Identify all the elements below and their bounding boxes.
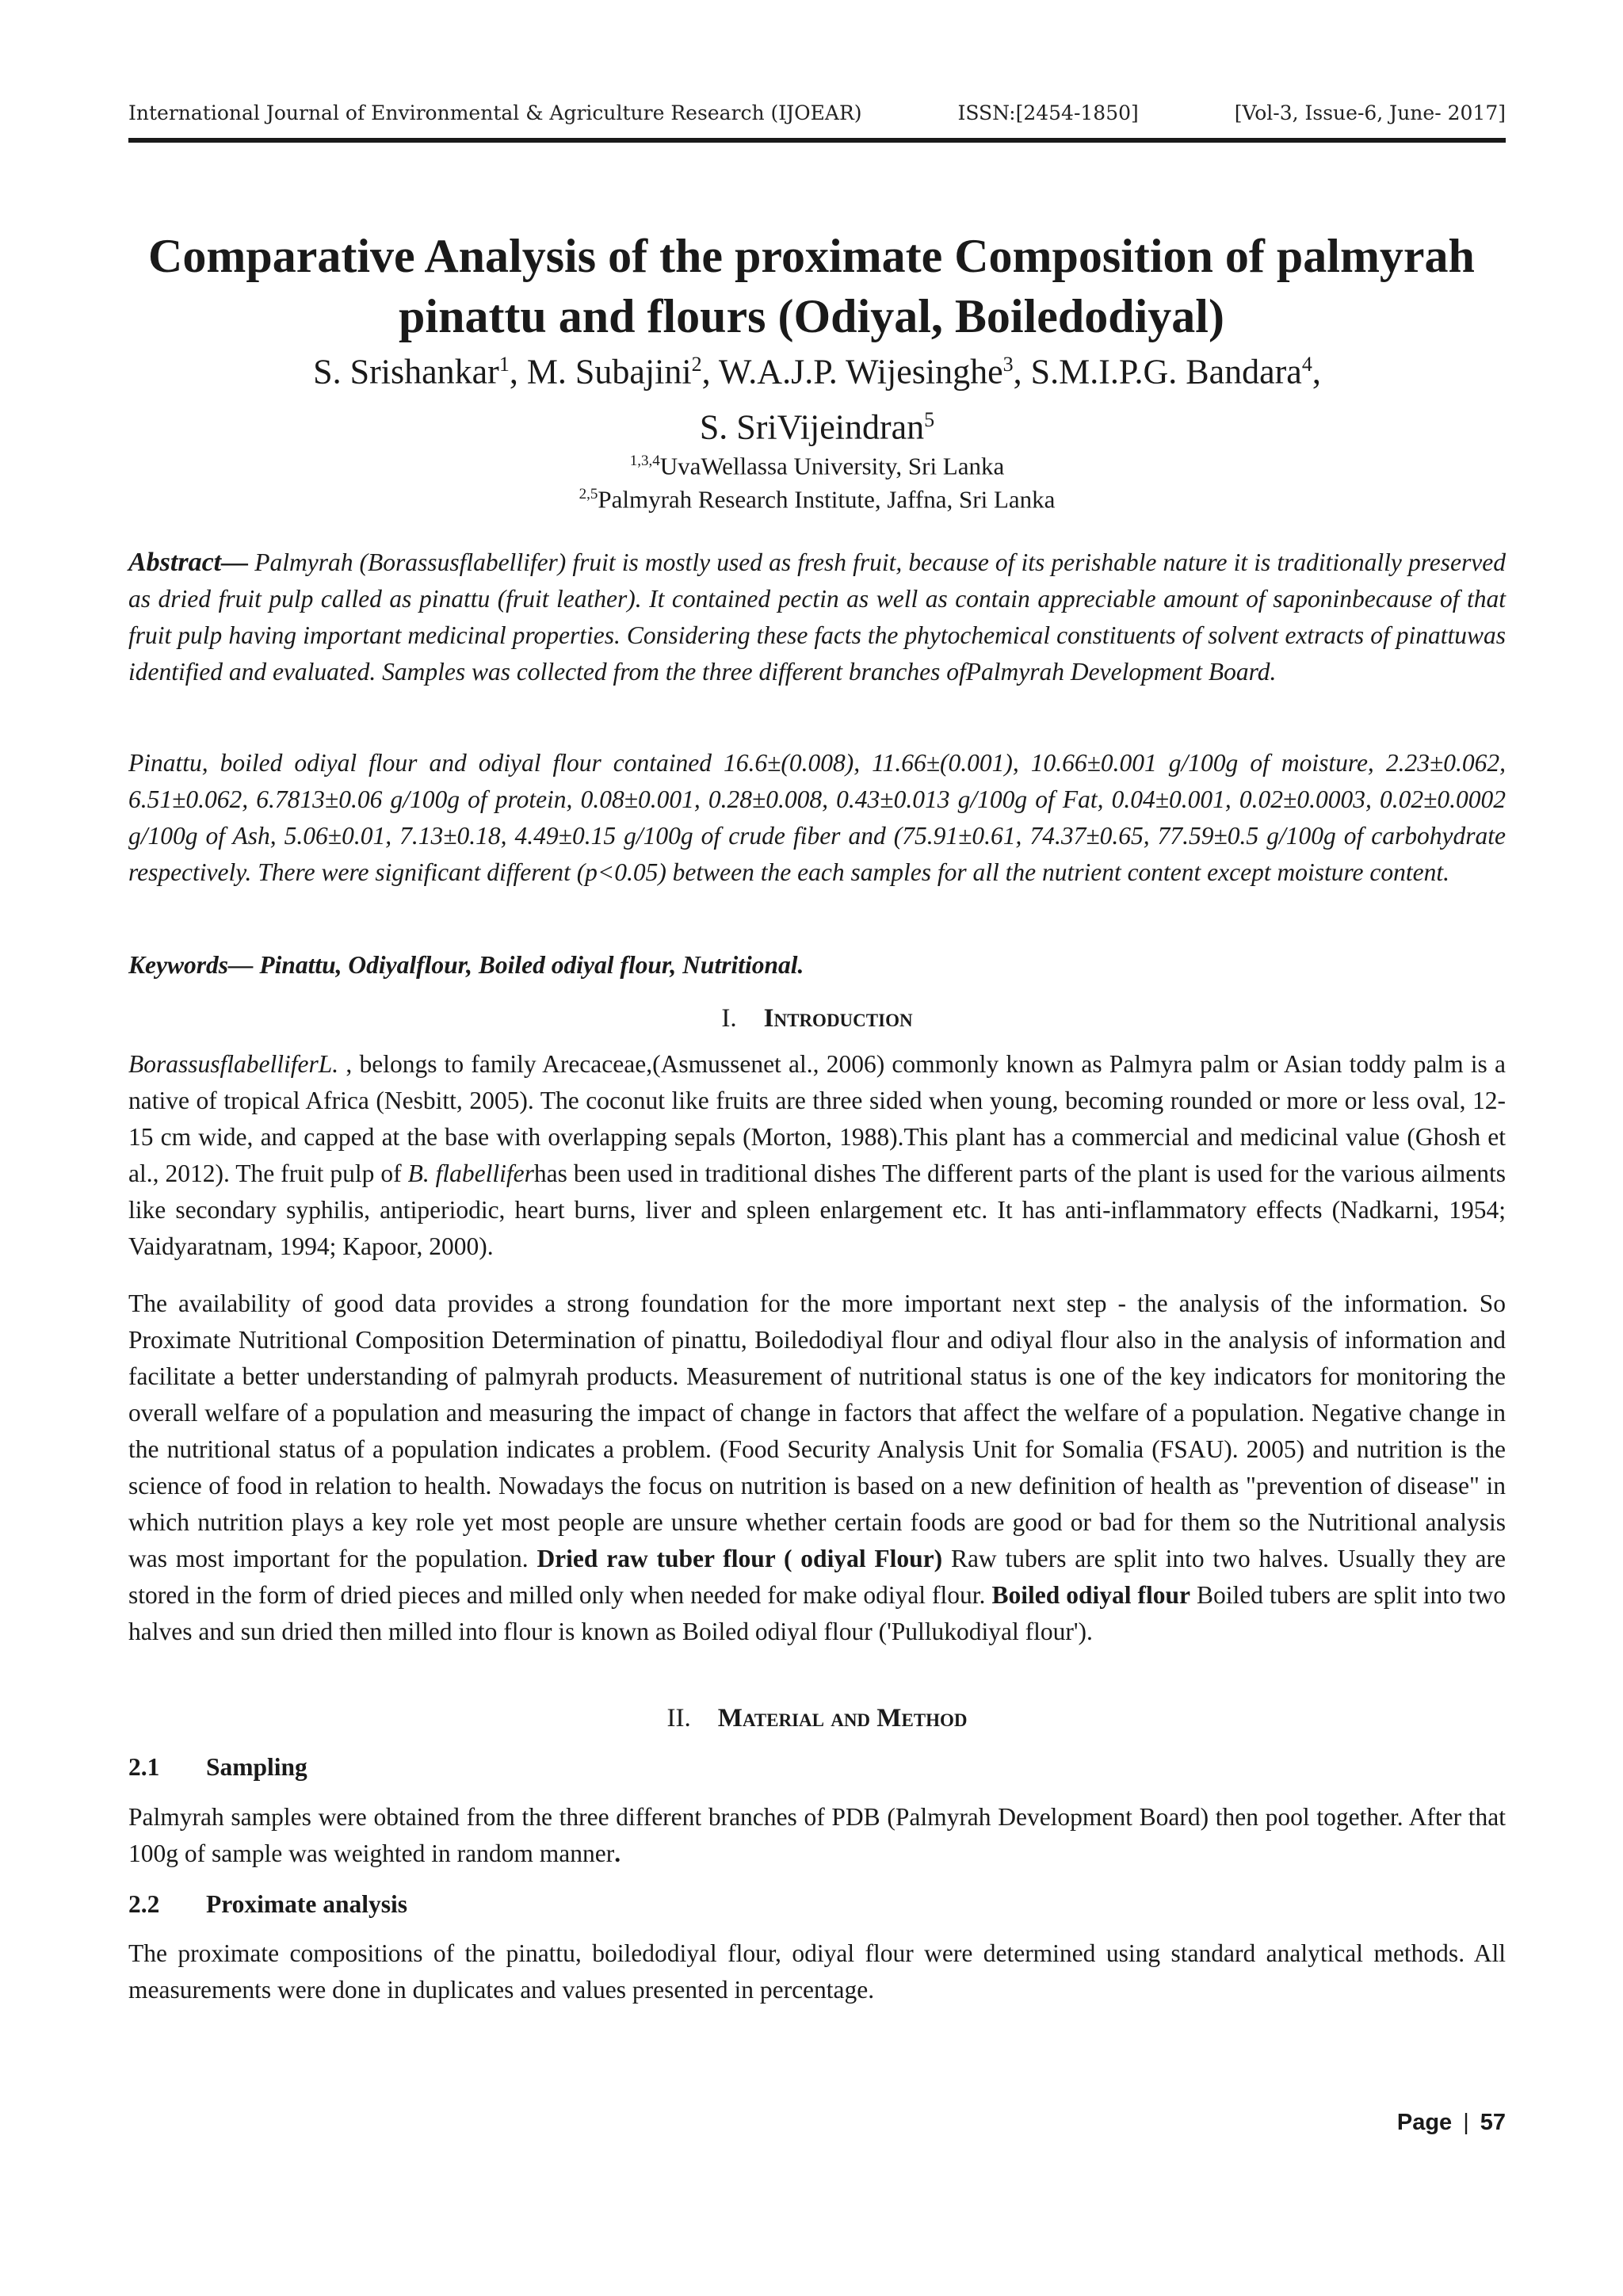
intro-text-1b: has been used in traditional dishes The different parts of the plant is used for the various ailments like secondary syphilis, antiperiodic, heart burns, liver and spleen enlargement etc. It has anti-inflammatory effects (Nadkarni, 1954; Vaidyaratnam, 1994; Kapoor, 2000). [128,1159,1506,1260]
author-2-affil: 2 [691,353,702,376]
author-4: , S.M.I.P.G. Bandara [1013,352,1302,392]
affiliation-1-text: UvaWellassa University, Sri Lanka [659,452,1005,480]
author-1: S. Srishankar [313,352,499,392]
paper-title [95,226,1528,346]
author-2: , M. Subajini [509,352,692,392]
page-number [1397,2110,1506,2136]
author-3: , W.A.J.P. Wijesinghe [701,352,1003,392]
section-heading-introduction [128,1001,1506,1036]
abstract-paragraph-1 [128,544,1506,690]
section-heading-material-method [128,1701,1506,1736]
author-1-affil: 1 [498,353,510,376]
section-2-number: II. [666,1704,691,1733]
intro-paragraph-2 [128,1286,1506,1650]
affiliation-2-marker: 2,5 [579,486,598,502]
proximate-paragraph: The proximate compositions of the pinattu, boiledodiyal flour, odiyal flour were determined using standard analytical methods. All measurements were done in duplicates and values presented in percentage. [128,1939,1506,2004]
volume-issue: [Vol-3, Issue-6, June- 2017] [1234,101,1506,124]
subsection-2-1-number: 2.1 [128,1753,160,1781]
sampling-paragraph [128,1799,1506,1872]
issn: ISSN:[2454-1850] [957,101,1139,124]
abstract-text-1: Palmyrah (Borassusflabellifer) fruit is mostly used as fresh fruit, because of its perishable nature it is traditionally preserved as dried fruit pulp called as pinattu (fruit leather). It contained pectin as well as contain appreciable amount of saponinbecause of that fruit pulp having important medicinal properties. Considering these facts the phytochemical constituents of solvent extracts of pinattuwas identified and evaluated. Samples was collected from the three different branches ofPalmyrah Development Board. [128,548,1506,686]
species-name: BorassusflabelliferL. [128,1050,339,1078]
affiliation-2-text: Palmyrah Research Institute, Jaffna, Sri Lanka [598,485,1056,514]
sampling-period: . [614,1839,621,1867]
subsection-heading-sampling [128,1750,307,1785]
abstract-paragraph-2: Pinattu, boiled odiyal flour and odiyal flour contained 16.6±(0.008), 11.66±(0.001), 10.66±0.001 g/100g of moisture, 2.23±0.062, 6.51±0.062, 6.7813±0.06 g/100g of protein, 0.08±0.001, 0.28±0.008, 0.43±0.013 g/100g of Fat, 0.04±0.001, 0.02±0.0003, 0.02±0.0002 g/100g of Ash, 5.06±0.01, 7.13±0.18, 4.49±0.15 g/100g of crude fiber and (75.91±0.61, 74.37±0.65, 77.59±0.5 g/100g of carbohydrate respectively. There were significant different (p<0.05) between the each samples for all the nutrient content except moisture content. [128,749,1506,886]
page-number-value: 57 [1480,2110,1506,2135]
author-4-affil: 4 [1301,353,1312,376]
subsection-heading-proximate [128,1887,407,1922]
header-rule [128,138,1506,143]
boiled-odiyal-flour-term: Boiled odiyal flour [991,1581,1190,1609]
section-2-title: Material and Method [717,1704,968,1733]
intro-text-2c: Boiled tubers are split into two halves and sun dried then milled into flour is known as Boiled odiyal flour ('Pullukodiyal flour'). [128,1581,1506,1645]
title-line-1: Comparative Analysis of the proximate Composition of palmyrah [148,230,1475,282]
page-separator: | [1463,2110,1469,2135]
intro-text-1a: , belongs to family Arecaceae,(Asmussenet al., 2006) commonly known as Palmyra palm or Asian toddy palm is a native of tropical Africa (Nesbitt, 2005). The coconut like fruits are three sided when young, becoming rounded or more or less oval, 12-15 cm wide, and capped at the base with overlapping sepals (Morton, 1988).This plant has a commercial and medicinal value (Ghosh et al., 2012). The fruit pulp of [128,1050,1506,1187]
author-5-affil: 5 [924,407,935,431]
odiyal-flour-term: Dried raw tuber flour ( odiyal Flour) [537,1545,943,1572]
running-header [128,101,1506,124]
title-line-2: pinattu and flours (Odiyal, Boiledodiyal) [399,290,1224,342]
author-list [128,341,1506,451]
intro-paragraph-1 [128,1046,1506,1265]
affiliation-1-marker: 1,3,4 [629,453,660,469]
subsection-2-2-number: 2.2 [128,1890,160,1918]
journal-name: International Journal of Environmental & Agriculture Research (IJOEAR) [128,101,862,124]
subsection-2-1-title: Sampling [206,1753,307,1781]
author-3-affil: 3 [1002,353,1014,376]
sampling-text: Palmyrah samples were obtained from the three different branches of PDB (Palmyrah Development Board) then pool together. After that 100g of sample was weighted in random manner [128,1803,1506,1867]
intro-text-2a: The availability of good data provides a strong foundation for the more important next step - the analysis of the information. So Proximate Nutritional Composition Determination of pinattu, Boiledodiyal flour and odiyal flour also in the analysis of information and facilitate a better understanding of palmyrah products. Measurement of nutritional status is one of the key indicators for monitoring the overall welfare of a population and measuring the impact of change in factors that affect the welfare of a population. Negative change in the nutritional status of a population indicates a problem. (Food Security Analysis Unit for Somalia (FSAU). 2005) and nutrition is the science of food in relation to health. Nowadays the focus on nutrition is based on a new definition of health as "prevention of disease" in which nutrition plays a key role yet most people are unsure whether certain foods are good or bad for them so the Nutritional analysis was most important for the population. [128,1289,1506,1572]
species-name-2: B. flabellifer [407,1159,534,1187]
keywords: Keywords— Pinattu, Odiyalflour, Boiled odiyal flour, Nutritional. [128,951,804,979]
affiliation-1 [128,445,1506,482]
intro-text-2b: Raw tubers are split into two halves. Usually they are stored in the form of dried pieces and milled only when needed for make odiyal flour. [128,1545,1506,1609]
abstract-lead: Abstract— [128,548,249,577]
section-1-title: Introduction [763,1004,913,1033]
author-separator: , [1312,352,1321,392]
subsection-2-2-title: Proximate analysis [206,1890,408,1918]
section-1-number: I. [721,1004,737,1033]
page-label: Page [1396,2110,1453,2135]
author-5: S. SriVijeindran [699,407,925,447]
affiliation-2 [128,479,1506,515]
